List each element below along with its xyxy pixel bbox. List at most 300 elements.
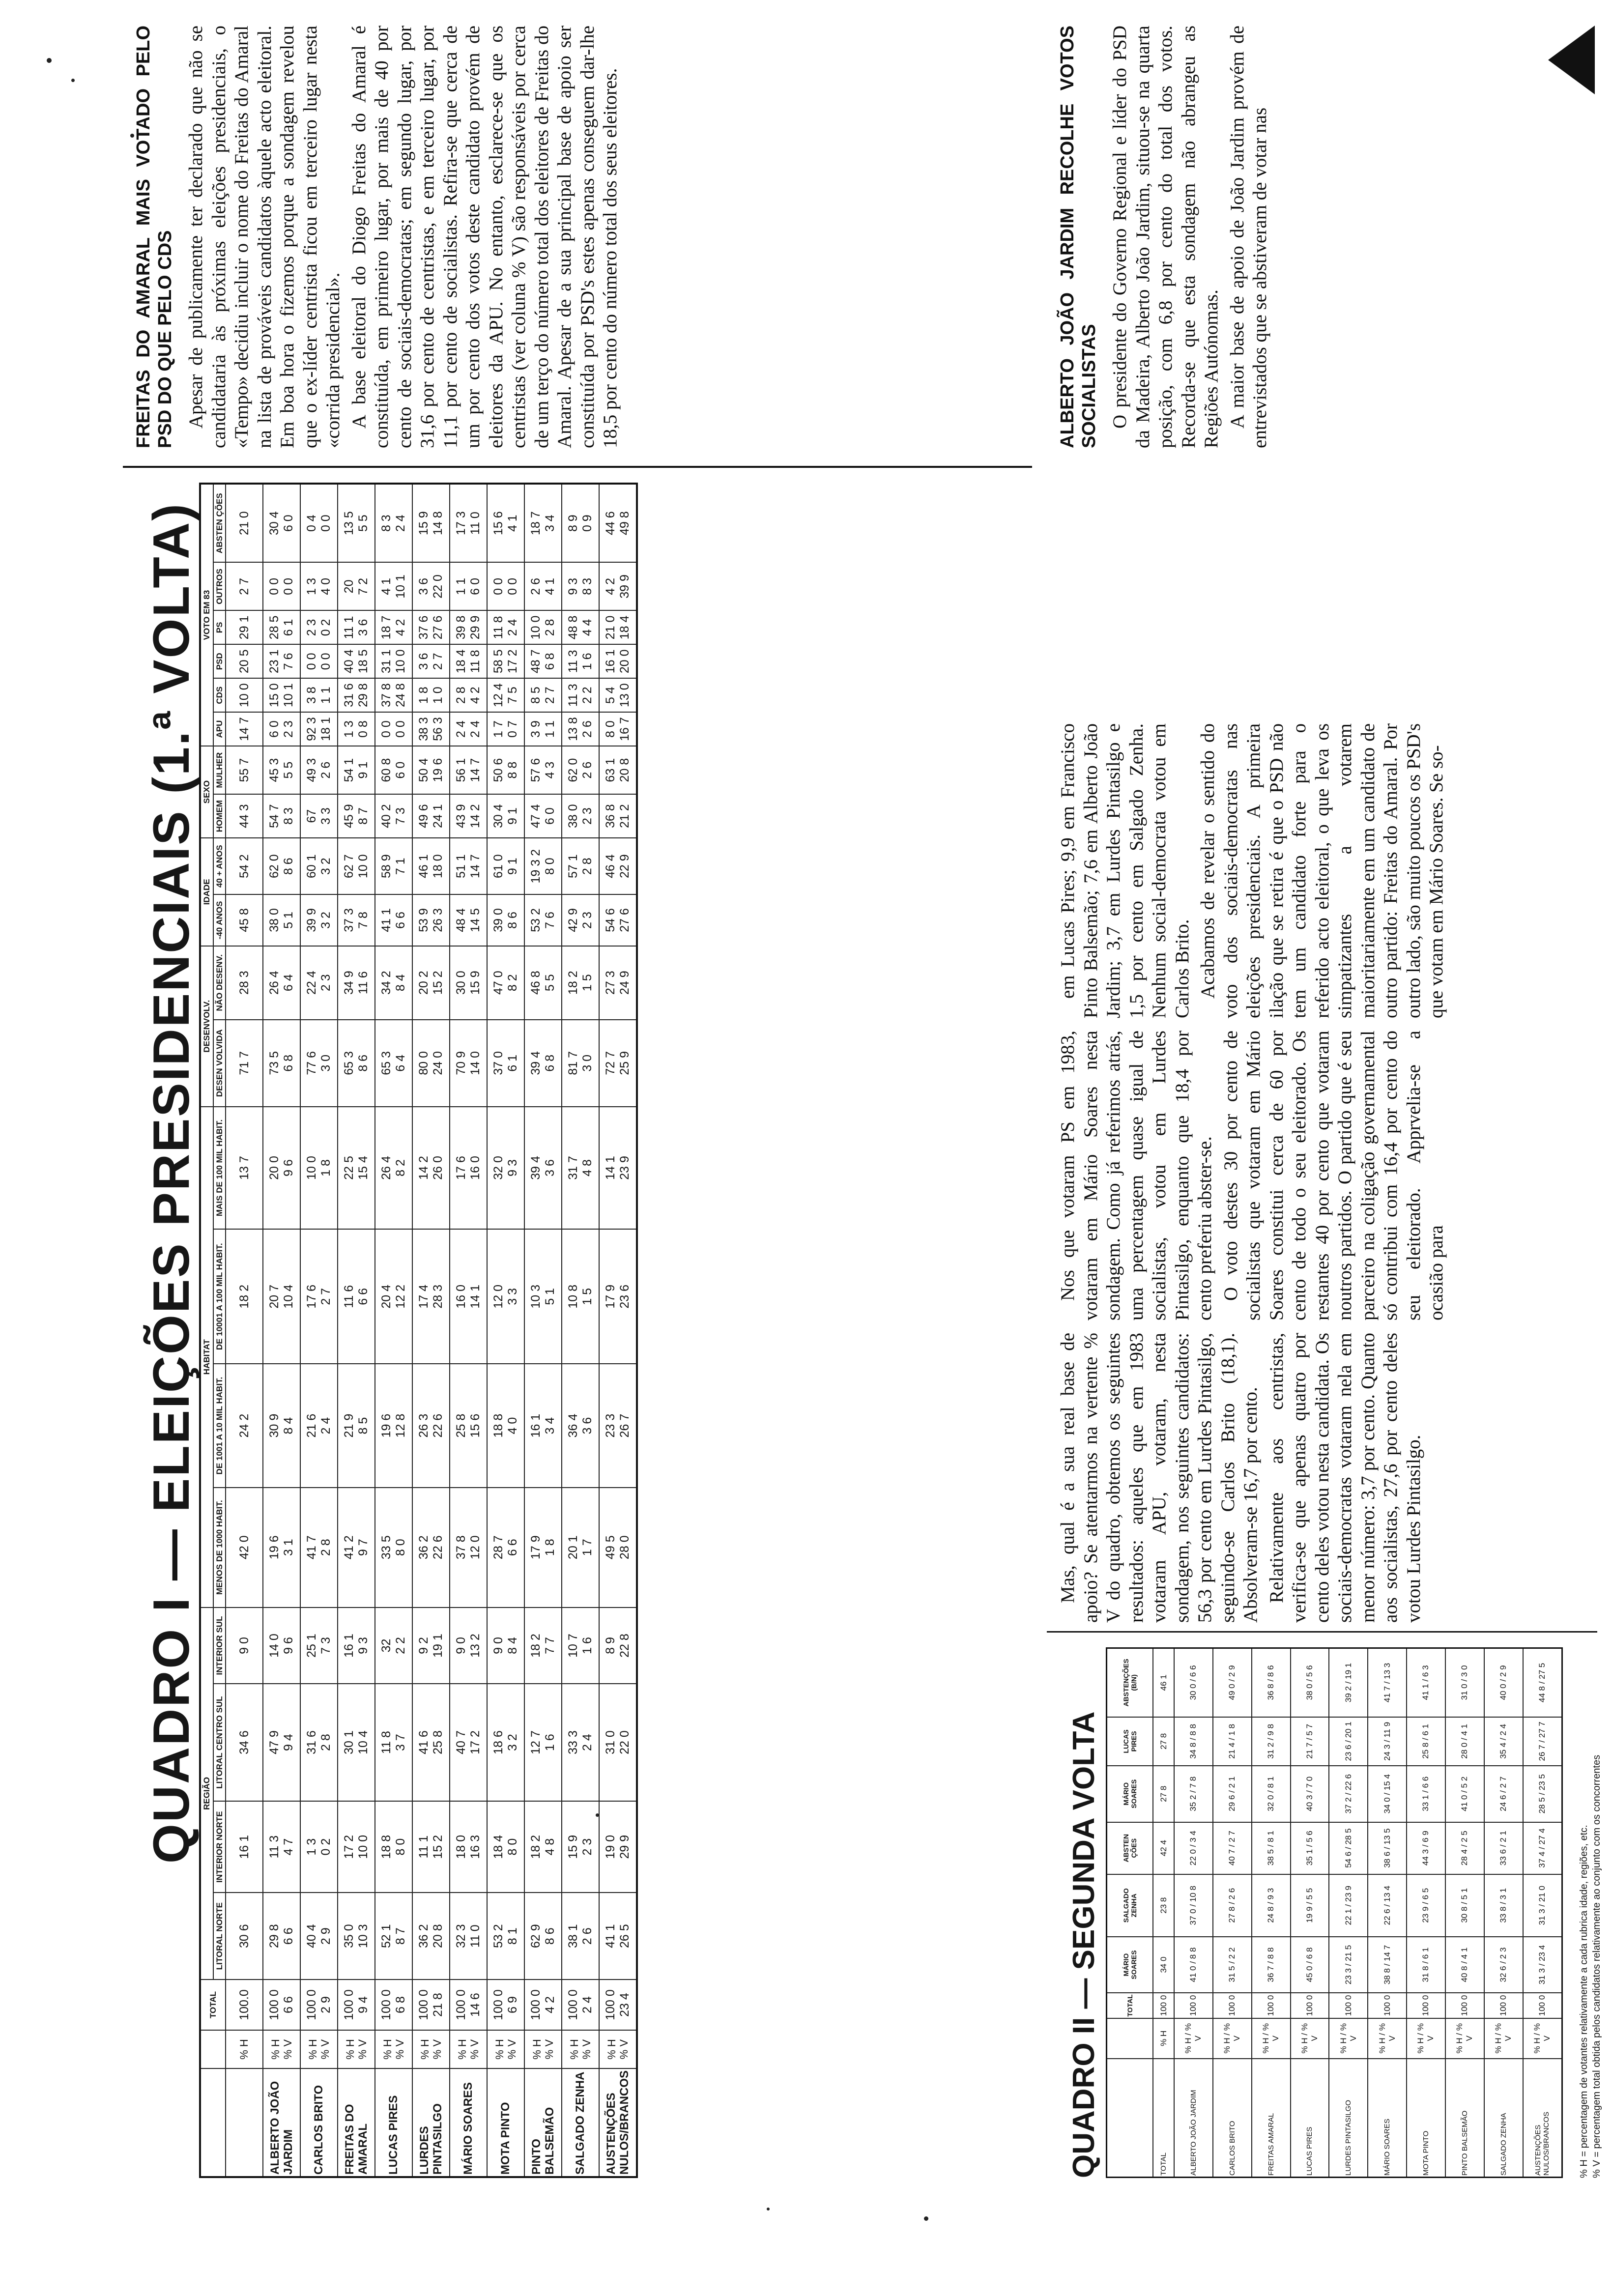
cell-value-v: 2 7 — [431, 653, 445, 670]
cell-value-v: 8 2 — [506, 974, 520, 992]
cell-value-v: 0 0 — [282, 578, 296, 595]
quadro2-title: QUADRO II — SEGUNDA VOLTA — [1067, 1711, 1101, 2178]
table-cell — [375, 1607, 412, 1684]
table-cell — [375, 946, 412, 1020]
table-cell — [375, 610, 412, 644]
table-cell — [562, 562, 599, 610]
cell-value-h: 44 6 — [604, 511, 618, 535]
cell-value-v: 2 4 — [580, 1734, 595, 1751]
table-cell: 13 7 — [226, 1107, 263, 1229]
cell-value-h: 34 9 — [342, 971, 356, 995]
table-cell — [524, 1229, 562, 1364]
cell-value-h: 0 0 — [491, 578, 506, 595]
article-paragraph: em Lucas Pires; 9,9 em Francisco Pinto Balsemão; 7,6 em Alberto João Jardim; 3,7 em Lurdes Pintasilgo e 1,5 por cento em Salgado Zenha. Nenhum social-democrata votou em Carlos Brito. — [1057, 723, 1193, 1018]
cell-value-h: 62 7 — [342, 854, 356, 879]
cell-value-v: 9 6 — [282, 1637, 296, 1654]
cell-value-h: 30 1 — [342, 1730, 356, 1754]
table-cell — [300, 1980, 338, 2030]
table-cell — [599, 1893, 637, 1980]
table-cell — [524, 610, 562, 644]
cell-value-h: 0 0 — [267, 578, 282, 595]
table-cell — [412, 1364, 450, 1487]
table-cell: 37 4 / 27 4 — [1523, 1822, 1562, 1874]
cell-value-v: 10 1 — [282, 683, 296, 708]
table-cell — [300, 678, 338, 712]
cell-value-v: 15 9 — [468, 971, 483, 995]
cell-value-v: 5 1 — [543, 1288, 557, 1305]
table-cell — [375, 1364, 412, 1487]
cell-value-v: 8 0 — [394, 1539, 408, 1556]
table-cell: 44 8 / 27 5 — [1523, 1648, 1562, 1717]
cell-value-h: 1 3 — [305, 578, 319, 595]
cell-value-v: 4 0 — [319, 578, 333, 595]
cell-value-v: 9 7 — [356, 1539, 371, 1556]
table-cell: 29 6 / 2 1 — [1213, 1766, 1252, 1822]
table-cell — [562, 894, 599, 946]
cell-value-v: 6 4 — [394, 1054, 408, 1072]
cell-value-h: 4 1 — [379, 578, 394, 595]
cell-value-v: 14 5 — [468, 908, 483, 932]
quadro1-column-header-row — [213, 484, 226, 2177]
table-cell — [300, 1801, 338, 1893]
cell-value-h: 77 6 — [305, 1051, 319, 1075]
candidate-name: CARLOS BRITO — [300, 2068, 338, 2177]
cell-value-h: 15 6 — [491, 511, 506, 535]
cell-value-v: 8 1 — [506, 1927, 520, 1945]
table-cell: 41 7 / 13 3 — [1368, 1648, 1407, 1717]
cell-value-v: 8 6 — [282, 858, 296, 875]
table-cell: 25 8 / 6 1 — [1407, 1717, 1445, 1766]
column-header: 40 + ANOS — [213, 838, 226, 894]
table-cell: 14 7 — [226, 712, 263, 746]
cell-value-v: 28 3 — [431, 1284, 445, 1309]
table-cell — [412, 746, 450, 794]
cell-value-v: 6 8 — [543, 1054, 557, 1072]
table-cell — [412, 838, 450, 894]
table-cell — [412, 1801, 450, 1893]
cell-value-v: 24 1 — [431, 804, 445, 828]
table-row — [412, 484, 450, 2177]
column-header: ABSTEN ÇÕES — [213, 484, 226, 562]
table-cell — [412, 678, 450, 712]
cell-value-v: 9 1 — [356, 761, 371, 779]
table-cell — [450, 1980, 487, 2030]
table-cell — [562, 746, 599, 794]
table-cell: 38 5 / 8 1 — [1252, 1822, 1291, 1874]
table-cell — [524, 1980, 562, 2030]
column-header: PS — [213, 610, 226, 644]
table-cell — [599, 678, 637, 712]
cell-value-v: 4 2 — [394, 619, 408, 636]
metric-v: % V — [282, 2039, 294, 2060]
cell-value-v: 2 8 — [543, 619, 557, 636]
cell-value-v: 6 0 — [543, 807, 557, 825]
cell-value-h: 0 0 — [305, 653, 319, 670]
cell-value-h: 100 0 — [342, 1989, 356, 2020]
cell-value-h: 100 0 — [417, 1989, 431, 2020]
table-cell — [375, 838, 412, 894]
table-cell — [450, 562, 487, 610]
cell-value-v: 7 8 — [356, 912, 371, 929]
cell-value-h: 51 1 — [454, 854, 468, 879]
table-cell: 31 5 / 2 2 — [1213, 1937, 1252, 1993]
cell-value-v: 26 7 — [618, 1413, 632, 1438]
table-cell — [263, 610, 300, 644]
table-cell: 33 8 / 3 1 — [1484, 1874, 1523, 1937]
cell-value-h: 18 4 — [491, 1835, 506, 1859]
cell-value-h: 53 2 — [491, 1924, 506, 1949]
table-cell — [338, 562, 375, 610]
table-cell: 39 2 / 19 1 — [1329, 1648, 1368, 1717]
table-cell — [338, 678, 375, 712]
cell-value-h: 38 0 — [267, 908, 282, 932]
cell-value-v: 49 8 — [618, 511, 632, 535]
table-cell — [300, 712, 338, 746]
cell-value-h: 70 9 — [454, 1051, 468, 1075]
table-cell: 46 1 — [1153, 1648, 1174, 1717]
table-cell: 34 6 — [226, 1684, 263, 1801]
table-cell — [263, 1488, 300, 1607]
table-cell — [338, 1607, 375, 1684]
table-cell: % H / % V — [1329, 2018, 1368, 2059]
cell-value-v: 6 0 — [394, 761, 408, 779]
cell-value-h: 21 6 — [305, 1413, 319, 1438]
cell-value-h: 100 0 — [267, 1989, 282, 2020]
cell-value-h: 34 2 — [379, 971, 394, 995]
cell-value-v: 2 4 — [394, 515, 408, 532]
table-cell: % H / % V — [1407, 2018, 1445, 2059]
cell-value-v: 4 1 — [543, 578, 557, 595]
table-cell: 32 6 / 2 3 — [1484, 1937, 1523, 1993]
table-cell: 27 8 — [1153, 1766, 1174, 1822]
table-cell — [375, 1801, 412, 1893]
table-cell — [263, 746, 300, 794]
table-cell: 35 1 / 5 6 — [1291, 1822, 1329, 1874]
cell-value-v: 10 0 — [356, 1835, 371, 1859]
cell-value-v: 26 3 — [431, 908, 445, 932]
cell-value-h: 3 6 — [417, 578, 431, 595]
cell-value-v: 0 0 — [506, 578, 520, 595]
cell-value-h: 62 0 — [267, 854, 282, 879]
cell-value-h: 6 0 — [267, 720, 282, 738]
cell-value-h: 12 7 — [529, 1730, 543, 1754]
table-cell: % H / % V — [1484, 2018, 1523, 2059]
cell-value-h: 11 8 — [491, 616, 506, 639]
cell-value-v: 16 3 — [468, 1835, 483, 1859]
table-cell — [524, 1893, 562, 1980]
table-cell: 45 8 — [226, 894, 263, 946]
cell-value-h: 100 0 — [529, 1989, 543, 2020]
cell-value-h: 47 4 — [529, 804, 543, 828]
table-cell — [263, 1980, 300, 2030]
table-cell — [524, 838, 562, 894]
table-cell — [487, 794, 524, 838]
table-cell: % H / % V — [1174, 2018, 1213, 2059]
empty-corner-cell — [200, 2068, 226, 2177]
cell-value-h: 1 3 — [305, 1838, 319, 1856]
cell-value-h: 48 7 — [529, 649, 543, 674]
cell-value-h: 50 6 — [491, 758, 506, 782]
metric-h: % H — [530, 2039, 543, 2060]
table-cell — [487, 1893, 524, 1980]
table-cell: 100 0 — [1291, 1993, 1329, 2018]
table-cell — [599, 484, 637, 562]
column-header: DE 10001 A 100 MIL HABIT. — [213, 1229, 226, 1364]
table-cell: 28 3 — [226, 946, 263, 1020]
table-cell: 35 4 / 2 4 — [1484, 1717, 1523, 1766]
table-cell — [562, 1801, 599, 1893]
cell-value-h: 16 0 — [454, 1284, 468, 1309]
table-cell — [450, 1488, 487, 1607]
table-cell: 100 0 — [1174, 1993, 1213, 2018]
table-cell — [300, 1607, 338, 1684]
cell-value-v: 20 0 — [618, 649, 632, 674]
cell-value-h: 8 3 — [379, 515, 394, 532]
candidate-name: MÁRIO SOARES — [450, 2068, 487, 2177]
cell-value-h: 47 9 — [267, 1730, 282, 1754]
table-cell: 34 0 / 15 4 — [1368, 1766, 1407, 1822]
cell-value-v: 8 0 — [543, 858, 557, 875]
cell-value-h: 10 7 — [566, 1634, 580, 1658]
table-cell — [300, 746, 338, 794]
cell-value-v: 2 6 — [319, 761, 333, 779]
table-cell — [412, 610, 450, 644]
table-cell — [599, 1488, 637, 1607]
column-header: HOMEM — [213, 794, 226, 838]
cell-value-h: 62 9 — [529, 1924, 543, 1949]
cell-value-v: 11 6 — [356, 971, 371, 995]
cell-value-h: 10 8 — [566, 1284, 580, 1309]
quadro1-body — [226, 484, 637, 2177]
cell-value-v: 1 0 — [431, 687, 445, 704]
table-cell: % H / % V — [1213, 2018, 1252, 2059]
cell-value-h: 29 8 — [267, 1924, 282, 1949]
quadro1-group-header-row — [200, 484, 213, 2177]
cell-value-h: 15 0 — [267, 683, 282, 708]
column-header: PSD — [213, 644, 226, 678]
cell-value-v: 2 7 — [319, 1288, 333, 1305]
cell-value-h: 65 3 — [342, 1051, 356, 1075]
table-cell: 10 0 — [226, 678, 263, 712]
cell-value-h: 72 7 — [604, 1051, 618, 1075]
cell-value-v: 6 9 — [506, 1996, 520, 2013]
table-cell — [599, 894, 637, 946]
cell-value-v: 7 6 — [282, 653, 296, 670]
cell-value-h: 30 9 — [267, 1413, 282, 1438]
table-cell: 100 0 — [1153, 1993, 1174, 2018]
cell-value-v: 0 2 — [319, 619, 333, 636]
cell-value-v: 12 8 — [394, 1413, 408, 1438]
candidate-name: FREITAS AMARAL — [1252, 2059, 1291, 2178]
cell-value-h: 53 9 — [417, 908, 431, 932]
table-cell: 9 0 — [226, 1607, 263, 1684]
table-cell — [562, 1893, 599, 1980]
cell-value-v: 3 2 — [319, 858, 333, 875]
cell-value-h: 17 2 — [342, 1835, 356, 1859]
candidate-name: FREITAS DO AMARAL — [338, 2068, 375, 2177]
candidate-name: MOTA PINTO — [1407, 2059, 1445, 2178]
candidate-name: ALBERTO JOÃO JARDIM — [1174, 2059, 1213, 2178]
table-cell — [263, 1020, 300, 1107]
table-cell — [263, 946, 300, 1020]
cell-value-v: 3 6 — [580, 1417, 595, 1435]
metric-h: % H — [418, 2039, 431, 2060]
table-cell — [412, 484, 450, 562]
cell-value-h: 41 1 — [379, 908, 394, 932]
table-cell — [487, 1607, 524, 1684]
article-paragraph: O presidente do Governo Regional e líder do PSD da Madeira, Alberto João Jardim, situou-se na quarta posição, com 6,8 por cento do total dos votos. Recorda-se que esta sondagem não abrangeu as Regiões Autónomas. — [1109, 26, 1222, 448]
table-cell — [599, 946, 637, 1020]
table-cell: 21 0 — [226, 484, 263, 562]
table-cell: 21 7 / 5 7 — [1291, 1717, 1329, 1766]
cell-value-h: 32 — [379, 1638, 394, 1653]
table-cell: 44 3 — [226, 794, 263, 838]
table-row — [599, 484, 637, 2177]
table-cell: 41 0 / 8 8 — [1174, 1937, 1213, 1993]
table-cell: 22 6 / 13 4 — [1368, 1874, 1407, 1937]
cell-value-h: 1 1 — [454, 578, 468, 595]
cell-value-h: 5 4 — [604, 687, 618, 704]
table-cell — [412, 1980, 450, 2030]
cell-value-v: 7 7 — [543, 1637, 557, 1654]
candidate-name: CARLOS BRITO — [1213, 2059, 1252, 2178]
cell-value-h: 54 7 — [267, 804, 282, 828]
cell-value-v: 4 2 — [543, 1996, 557, 2013]
cell-value-h: 25 1 — [305, 1634, 319, 1658]
cell-value-v: 24 8 — [394, 683, 408, 708]
table-cell — [450, 1684, 487, 1801]
metric-v: % V — [319, 2039, 332, 2060]
cell-value-v: 3 0 — [319, 1054, 333, 1072]
table-cell: 100 0 — [1213, 1993, 1252, 2018]
table-cell — [263, 1229, 300, 1364]
cell-value-v: 9 3 — [506, 1159, 520, 1177]
cell-value-v: 22 9 — [618, 854, 632, 879]
cell-value-v: 2 6 — [580, 1927, 595, 1945]
table-cell — [487, 1229, 524, 1364]
group-header-sexo: SEXO — [200, 746, 213, 838]
table-cell: 20 5 — [226, 644, 263, 678]
cell-value-v: 4 8 — [543, 1838, 557, 1856]
cell-value-h: 100 0 — [566, 1989, 580, 2020]
table-cell — [487, 712, 524, 746]
cell-value-h: 20 1 — [566, 1535, 580, 1560]
cell-value-v: 3 6 — [543, 1159, 557, 1177]
cell-value-h: 0 4 — [305, 515, 319, 532]
cell-value-v: 29 9 — [618, 1835, 632, 1859]
table-cell: 30 6 — [226, 1893, 263, 1980]
cell-value-h: 9 0 — [491, 1637, 506, 1654]
table-cell — [375, 644, 412, 678]
row-label — [226, 2068, 263, 2177]
table-cell: 24 8 / 9 3 — [1252, 1874, 1291, 1937]
cell-value-v: 8 4 — [282, 1417, 296, 1435]
cell-value-h: 32 3 — [454, 1924, 468, 1949]
cell-value-h: 1 7 — [491, 720, 506, 738]
table-cell — [338, 712, 375, 746]
table-cell: 23 3 / 21 5 — [1329, 1937, 1368, 1993]
table-cell — [338, 1107, 375, 1229]
cell-value-v: 28 0 — [618, 1535, 632, 1560]
cell-value-h: 18 6 — [491, 1730, 506, 1754]
table-cell — [412, 1488, 450, 1607]
row-metric — [487, 2030, 524, 2068]
table-cell — [524, 678, 562, 712]
cell-value-v: 2 9 — [319, 1927, 333, 1945]
candidate-name: AUSTENÇÕES NULOS/BRANCOS — [1523, 2059, 1562, 2178]
column-header: -40 ANOS — [213, 894, 226, 946]
cell-value-v: 8 3 — [580, 578, 595, 595]
table-cell — [300, 610, 338, 644]
cell-value-v: 9 1 — [506, 807, 520, 825]
cell-value-v: 3 2 — [506, 1734, 520, 1751]
table-cell — [263, 1364, 300, 1487]
cell-value-v: 0 9 — [580, 515, 595, 532]
cell-value-h: 54 1 — [342, 758, 356, 782]
cell-value-v: 9 4 — [356, 1996, 371, 2013]
cell-value-h: 18 8 — [491, 1413, 506, 1438]
cell-value-h: 100 0 — [305, 1989, 319, 2020]
row-metric — [300, 2030, 338, 2068]
table-cell — [338, 746, 375, 794]
table-cell: % H / % V — [1368, 2018, 1407, 2059]
table-cell — [562, 1020, 599, 1107]
cell-value-h: 18 2 — [529, 1835, 543, 1859]
column-header: DESEN VOLVIDA — [213, 1020, 226, 1107]
table-cell — [412, 1607, 450, 1684]
cell-value-v: 1 1 — [319, 687, 333, 704]
table-row — [226, 484, 263, 2177]
table-cell — [300, 838, 338, 894]
table-cell — [300, 1107, 338, 1229]
cell-value-v: 3 2 — [319, 912, 333, 929]
table-cell — [487, 1020, 524, 1107]
table-cell — [487, 1364, 524, 1487]
cell-value-h: 16 1 — [604, 649, 618, 674]
cell-value-v: 10 0 — [356, 854, 371, 879]
table-cell — [450, 1229, 487, 1364]
group-header-idade: IDADE — [200, 838, 213, 946]
cell-value-v: 25 8 — [431, 1730, 445, 1754]
table-cell — [263, 1893, 300, 1980]
column-header: LITORAL CENTRO SUL — [213, 1684, 226, 1801]
cell-value-h: 37 6 — [417, 615, 431, 640]
cell-value-v: 14 0 — [468, 1051, 483, 1075]
cell-value-v: 6 1 — [282, 619, 296, 636]
candidate-name: SALGADO ZENHA — [562, 2068, 599, 2177]
cell-value-h: 42 9 — [566, 908, 580, 932]
table-cell — [487, 1980, 524, 2030]
table-cell — [524, 712, 562, 746]
cell-value-h: 23 3 — [604, 1413, 618, 1438]
cell-value-h: 23 1 — [267, 649, 282, 674]
cell-value-v: 56 3 — [431, 717, 445, 741]
table-cell — [599, 1364, 637, 1487]
cell-value-h: 58 5 — [491, 649, 506, 674]
cell-value-h: 17 3 — [454, 511, 468, 535]
cell-value-v: 14 8 — [431, 511, 445, 535]
table-cell — [524, 746, 562, 794]
cell-value-v: 3 3 — [506, 1288, 520, 1305]
cell-value-h: 31 6 — [342, 683, 356, 708]
cell-value-v: 7 3 — [394, 807, 408, 825]
cell-value-h: 18 2 — [529, 1634, 543, 1658]
cell-value-h: 63 1 — [604, 758, 618, 782]
cell-value-h: 26 3 — [417, 1413, 431, 1438]
cell-value-h: 18 7 — [379, 615, 394, 640]
candidate-name: MÁRIO SOARES — [1368, 2059, 1407, 2178]
cell-value-v: 8 7 — [394, 1927, 408, 1945]
